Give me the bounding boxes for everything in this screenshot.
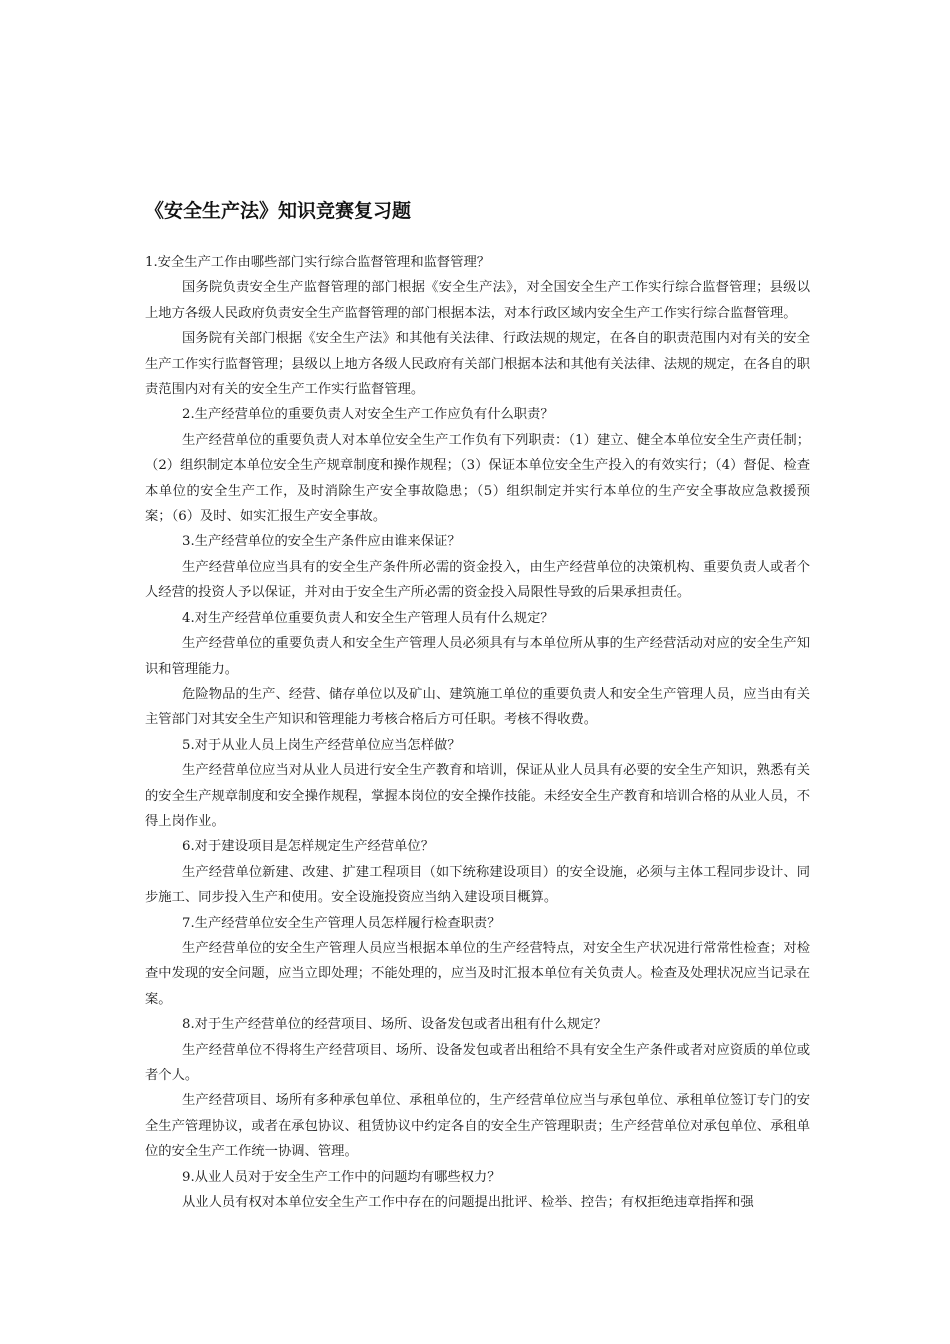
answer-1-paragraph-1: 国务院负责安全生产监督管理的部门根据《安全生产法》，对全国安全生产工作实行综合监督管理；县级以上地方各级人民政府负责安全生产监督管理的部门根据本法，对本行政区域内安全生产工作实行综合监督管理。: [145, 280, 810, 321]
document-title: 《安全生产法》知识竞赛复习题: [145, 200, 412, 222]
question-5: 5.对于从业人员上岗生产经营单位应当怎样做？: [182, 737, 461, 753]
answer-5-paragraph-1: 生产经营单位应当对从业人员进行安全生产教育和培训，保证从业人员具有必要的安全生产知识，熟悉有关的安全生产规章制度和安全操作规程，掌握本岗位的安全操作技能。未经安全生产教育和培训合格的从业人员，不得上岗作业。: [145, 763, 810, 829]
question-8: 8.对于生产经营单位的经营项目、场所、设备发包或者出租有什么规定？: [182, 1017, 607, 1033]
question-4: 4.对生产经营单位重要负责人和安全生产管理人员有什么规定？: [182, 610, 554, 626]
answer-8-paragraph-1: 生产经营单位不得将生产经营项目、场所、设备发包或者出租给不具有安全生产条件或者对应资质的单位或者个人。: [145, 1042, 810, 1083]
answer-2-paragraph-1: 生产经营单位的重要负责人对本单位安全生产工作负有下列职责：（1）建立、健全本单位安全生产责任制；（2）组织制定本单位安全生产规章制度和操作规程；（3）保证本单位安全生产投入的有效实行；（4）督促、检查本单位的安全生产工作，及时消除生产安全事故隐患；（5）组织制定并实行本单位的生产安全事故应急救援预案；（6）及时、如实汇报生产安全事故。: [145, 432, 810, 525]
question-3: 3.生产经营单位的安全生产条件应由谁来保证？: [182, 534, 461, 550]
answer-1-paragraph-2: 国务院有关部门根据《安全生产法》和其他有关法律、行政法规的规定，在各自的职责范围内对有关的安全生产工作实行监督管理；县级以上地方各级人民政府有关部门根据本法和其他有关法律、法规的规定，在各自的职责范围内对有关的安全生产工作实行监督管理。: [145, 331, 810, 398]
answer-7-paragraph-1: 生产经营单位的安全生产管理人员应当根据本单位的生产经营特点，对安全生产状况进行常常性检查；对检查中发现的安全问题，应当立即处理；不能处理的，应当及时汇报本单位有关负责人。检查及处理状况应当记录在案。: [145, 940, 810, 1007]
answer-4-paragraph-1: 生产经营单位的重要负责人和安全生产管理人员必须具有与本单位所从事的生产经营活动对应的安全生产知识和管理能力。: [145, 636, 810, 677]
question-1: 1.安全生产工作由哪些部门实行综合监督管理和监督管理？: [145, 255, 491, 270]
question-2: 2.生产经营单位的重要负责人对安全生产工作应负有什么职责？: [182, 407, 554, 423]
qa-list: [145, 250, 810, 1215]
answer-9-paragraph-1: 从业人员有权对本单位安全生产工作中存在的问题提出批评、检举、控告；有权拒绝违章指挥和强: [182, 1195, 754, 1211]
answer-3-paragraph-1: 生产经营单位应当具有的安全生产条件所必需的资金投入，由生产经营单位的决策机构、重要负责人或者个人经营的投资人予以保证，并对由于安全生产所必需的资金投入局限性导致的后果承担责任。: [145, 559, 810, 601]
question-9: 9.从业人员对于安全生产工作中的问题均有哪些权力？: [182, 1169, 501, 1185]
answer-6-paragraph-1: 生产经营单位新建、改建、扩建工程项目（如下统称建设项目）的安全设施，必须与主体工程同步设计、同步施工、同步投入生产和使用。安全设施投资应当纳入建设项目概算。: [145, 864, 810, 906]
question-6: 6.对于建设项目是怎样规定生产经营单位？: [182, 839, 435, 855]
answer-4-paragraph-2: 危险物品的生产、经营、储存单位以及矿山、建筑施工单位的重要负责人和安全生产管理人员，应当由有关主管部门对其安全生产知识和管理能力考核合格后方可任职。考核不得收费。: [145, 686, 810, 728]
document-page: [145, 196, 810, 1215]
question-7: 7.生产经营单位安全生产管理人员怎样履行检查职责？: [182, 915, 501, 931]
answer-8-paragraph-2: 生产经营项目、场所有多种承包单位、承租单位的，生产经营单位应当与承包单位、承租单位签订专门的安全生产管理协议，或者在承包协议、租赁协议中约定各自的安全生产管理职责；生产经营单位对承包单位、承租单位的安全生产工作统一协调、管理。: [145, 1093, 810, 1160]
